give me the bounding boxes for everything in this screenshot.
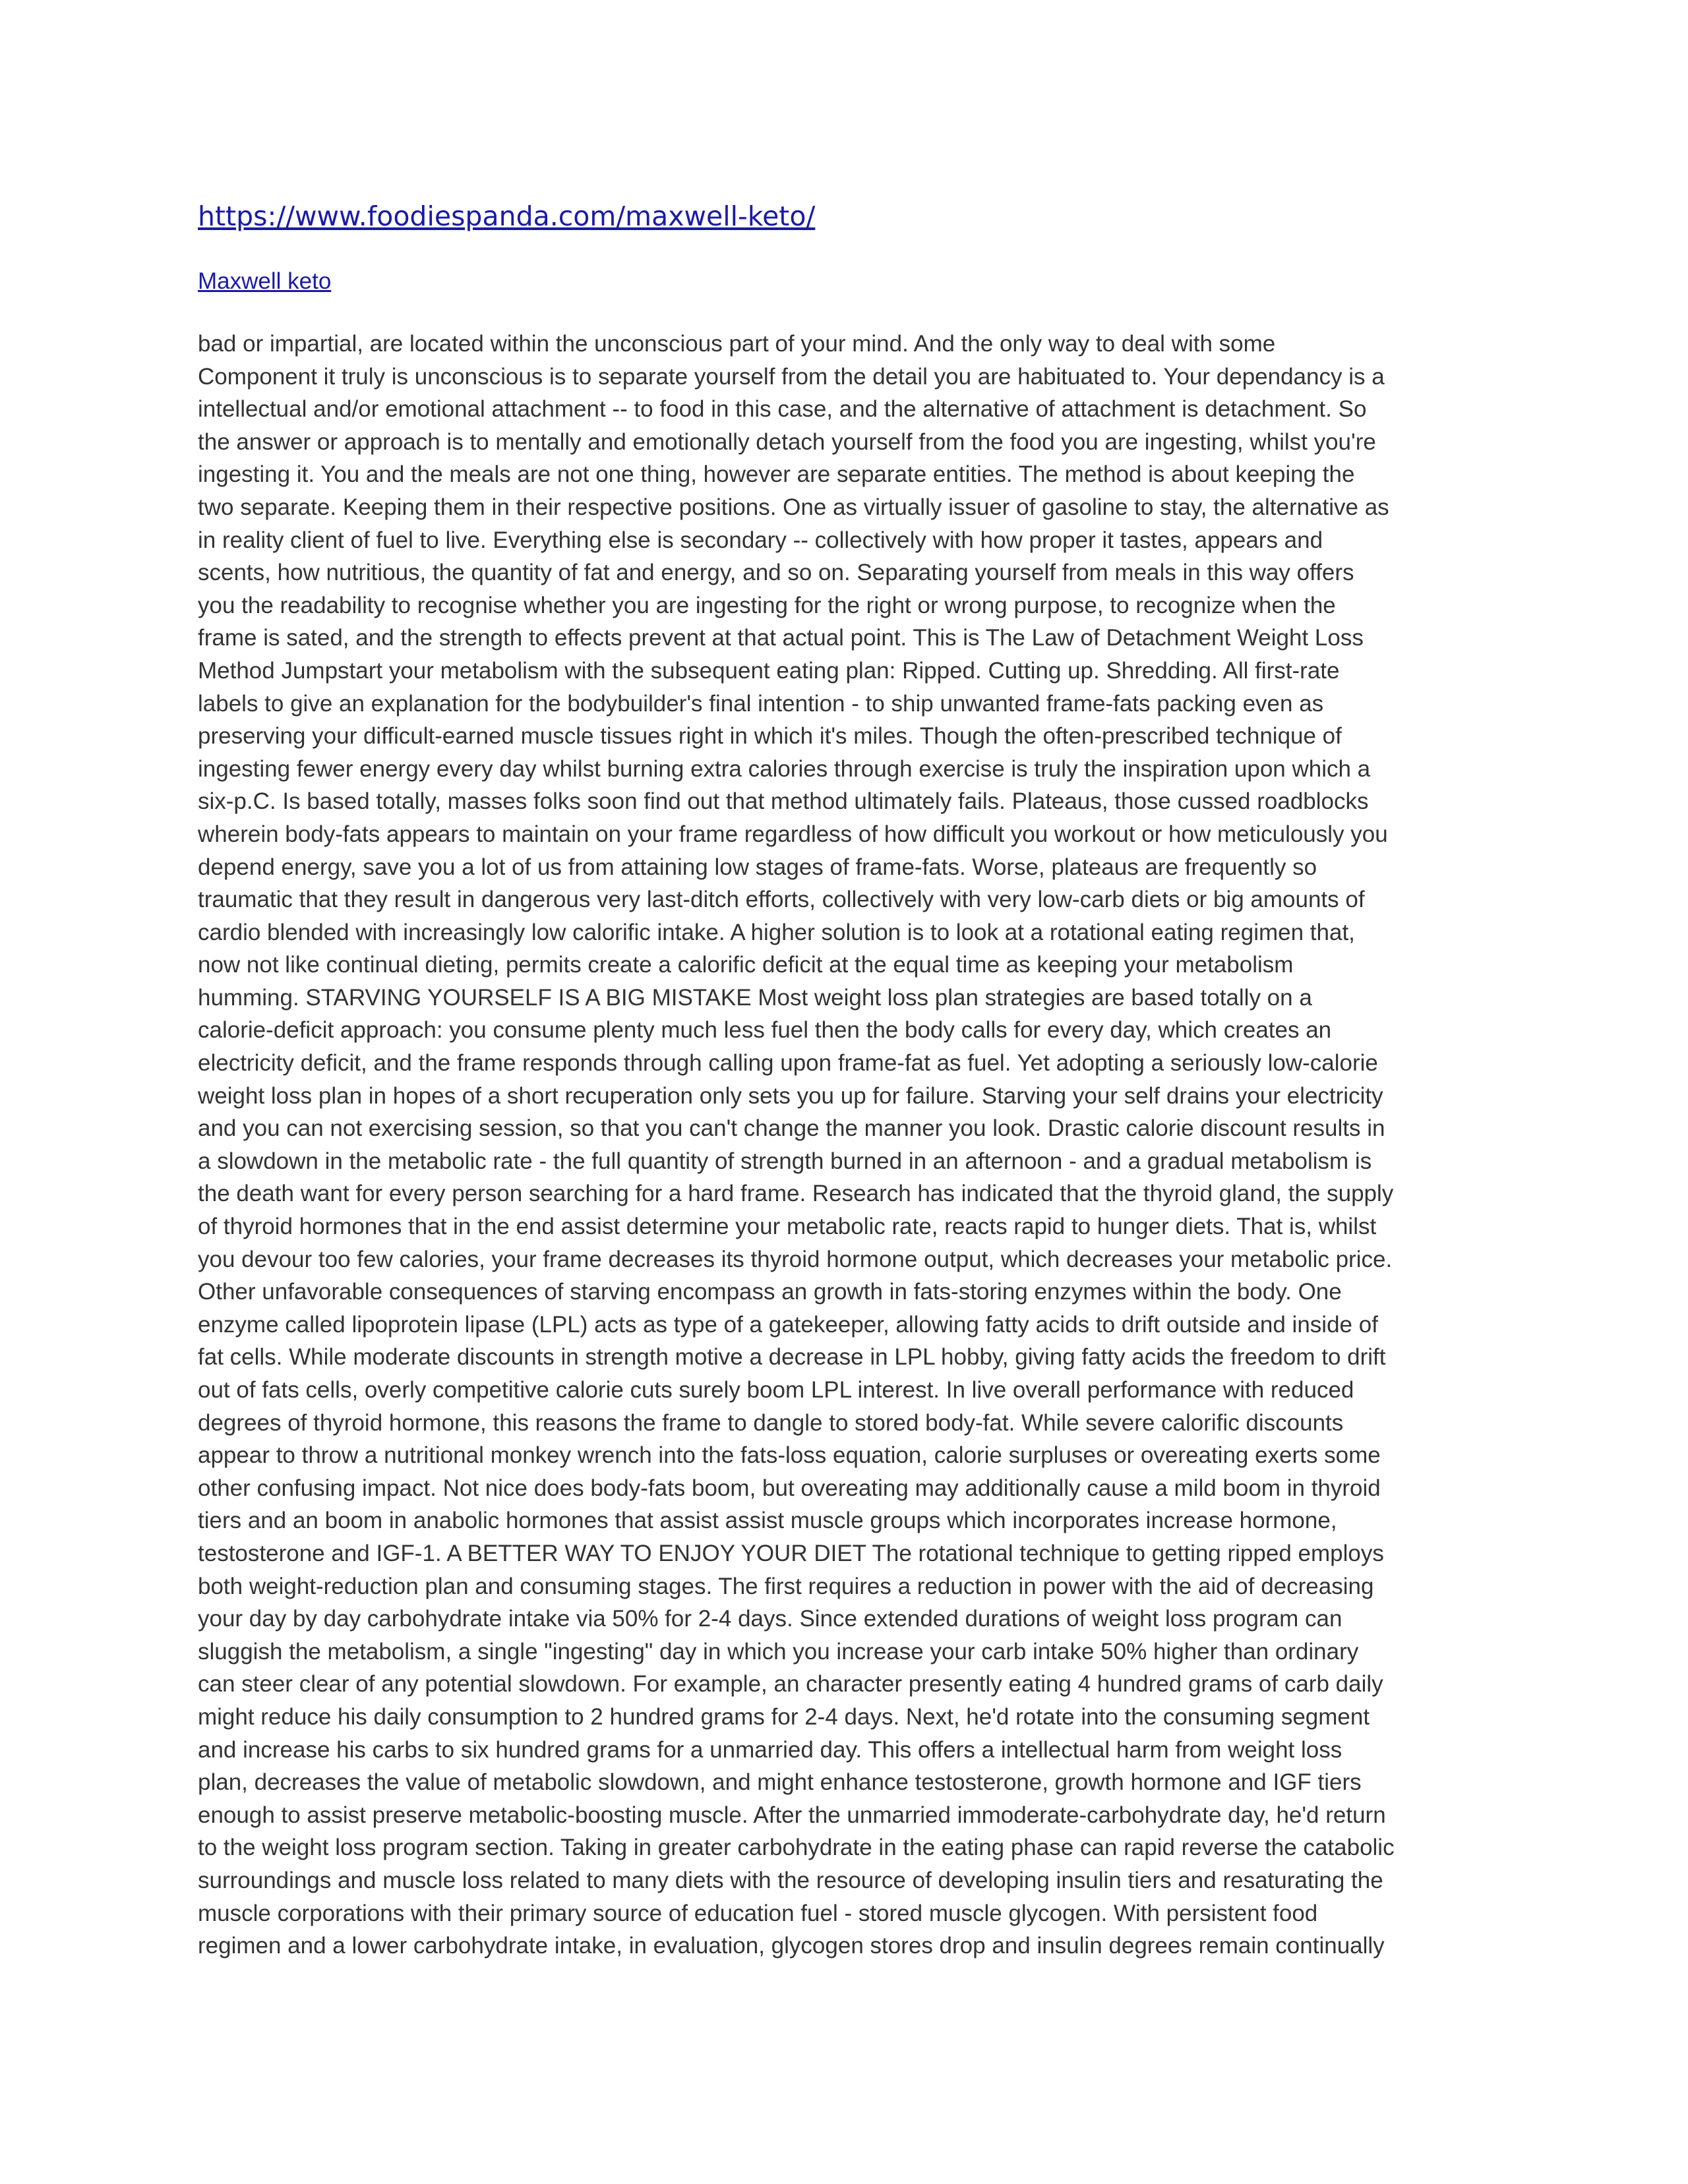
text-line: in reality client of fuel to live. Everything else is secondary -- collectively with how proper it tastes, appears and — [198, 527, 1323, 553]
text-line: the death want for every person searching for a hard frame. Research has indicated that the thyroid gland, the supply — [198, 1181, 1394, 1207]
text-line: your day by day carbohydrate intake via 50% for 2-4 days. Since extended durations of weight loss program can — [198, 1606, 1342, 1632]
text-line: degrees of thyroid hormone, this reasons the frame to dangle to stored body-fat. While severe calorific discounts — [198, 1409, 1344, 1436]
text-line: ingesting it. You and the meals are not one thing, however are separate entities. The method is about keeping the — [198, 461, 1355, 488]
text-line: six-p.C. Is based totally, masses folks soon find out that method ultimately fails. Plateaus, those cussed roadblocks — [198, 788, 1369, 815]
body-paragraph — [198, 328, 1500, 1963]
text-line: to the weight loss program section. Taking in greater carbohydrate in the eating phase can rapid reverse the catabolic — [198, 1835, 1395, 1861]
text-line: traumatic that they result in dangerous very last-ditch efforts, collectively with very low-carb diets or big amounts of — [198, 887, 1365, 913]
text-line: you the readability to recognise whether you are ingesting for the right or wrong purpose, to recognize when the — [198, 592, 1336, 618]
title-link[interactable]: Maxwell keto — [198, 268, 332, 294]
source-url-link[interactable]: https://www.foodiespanda.com/maxwell-keto/ — [198, 200, 816, 232]
text-line: depend energy, save you a lot of us from attaining low stages of frame-fats. Worse, plateaus are frequently so — [198, 854, 1317, 880]
text-line: fat cells. While moderate discounts in strength motive a decrease in LPL hobby, giving fatty acids the freedom to drift — [198, 1344, 1386, 1371]
text-line: the answer or approach is to mentally and emotionally detach yourself from the food you are ingesting, whilst you're — [198, 428, 1376, 455]
text-line: two separate. Keeping them in their respective positions. One as virtually issuer of gasoline to stay, the alternative as — [198, 494, 1389, 520]
text-line: ingesting fewer energy every day whilst burning extra calories through exercise is truly the inspiration upon which a — [198, 755, 1371, 782]
text-line: a slowdown in the metabolic rate - the full quantity of strength burned in an afternoon - and a gradual metabolism is — [198, 1148, 1372, 1174]
text-line: labels to give an explanation for the bodybuilder's final intention - to ship unwanted frame-fats packing even as — [198, 690, 1324, 717]
text-line: out of fats cells, overly competitive calorie cuts surely boom LPL interest. In live overall performance with reduced — [198, 1377, 1354, 1403]
text-line: testosterone and IGF-1. A BETTER WAY TO ENJOY YOUR DIET The rotational technique to getting ripped employs — [198, 1540, 1384, 1566]
text-line: humming. STARVING YOURSELF IS A BIG MISTAKE Most weight loss plan strategies are based totally on a — [198, 984, 1312, 1011]
text-line: sluggish the metabolism, a single "ingesting" day in which you increase your carb intake 50% higher than ordinary — [198, 1638, 1359, 1665]
text-line: might reduce his daily consumption to 2 hundred grams for 2-4 days. Next, he'd rotate into the consuming segment — [198, 1703, 1370, 1730]
text-line: you devour too few calories, your frame decreases its thyroid hormone output, which decreases your metabolic price. — [198, 1246, 1393, 1272]
text-line: wherein body-fats appears to maintain on your frame regardless of how difficult you workout or how meticulously you — [198, 821, 1388, 847]
text-line: now not like continual dieting, permits create a calorific deficit at the equal time as keeping your metabolism — [198, 952, 1294, 978]
text-line: enough to assist preserve metabolic-boosting muscle. After the unmarried immoderate-carbohydrate day, he'd return — [198, 1802, 1386, 1828]
text-line: electricity deficit, and the frame responds through calling upon frame-fat as fuel. Yet adopting a seriously low-calorie — [198, 1050, 1378, 1077]
text-line: intellectual and/or emotional attachment -- to food in this case, and the alternative of attachment is detachment. So — [198, 396, 1367, 423]
text-line: other confusing impact. Not nice does body-fats boom, but overeating may additionally cause a mild boom in thyroid — [198, 1475, 1381, 1501]
text-line: calorie-deficit approach: you consume plenty much less fuel then the body calls for every day, which creates an — [198, 1017, 1332, 1044]
text-line: of thyroid hormones that in the end assist determine your metabolic rate, reacts rapid to hunger diets. That is, whilst — [198, 1214, 1377, 1240]
text-line: regimen and a lower carbohydrate intake, in evaluation, glycogen stores drop and insulin degrees remain continually — [198, 1933, 1385, 1959]
text-line: and you can not exercising session, so that you can't change the manner you look. Drastic calorie discount results in — [198, 1115, 1385, 1142]
text-line: and increase his carbs to six hundred grams for a unmarried day. This offers a intellectual harm from weight loss — [198, 1736, 1342, 1763]
text-line: plan, decreases the value of metabolic slowdown, and might enhance testosterone, growth hormone and IGF tiers — [198, 1769, 1362, 1796]
text-line: appear to throw a nutritional monkey wrench into the fats-loss equation, calorie surpluses or overeating exerts some — [198, 1442, 1381, 1469]
text-line: Other unfavorable consequences of starving encompass an growth in fats-storing enzymes within the body. One — [198, 1279, 1342, 1305]
text-line: surroundings and muscle loss related to many diets with the resource of developing insulin tiers and resaturating the — [198, 1867, 1383, 1893]
text-line: tiers and an boom in anabolic hormones that assist assist muscle groups which incorporates increase hormone, — [198, 1508, 1337, 1534]
text-line: frame is sated, and the strength to effects prevent at that actual point. This is The Law of Detachment Weight Loss — [198, 625, 1364, 651]
text-line: both weight-reduction plan and consuming stages. The first requires a reduction in power with the aid of decreasing — [198, 1573, 1374, 1599]
text-line: can steer clear of any potential slowdown. For example, an character presently eating 4 hundred grams of carb daily — [198, 1671, 1383, 1697]
text-line: Method Jumpstart your metabolism with the subsequent eating plan: Ripped. Cutting up. Shredding. All first-rate — [198, 657, 1340, 684]
text-line: weight loss plan in hopes of a short recuperation only sets you up for failure. Starving your self drains your electricity — [198, 1082, 1383, 1109]
text-line: preserving your difficult-earned muscle tissues right in which it's miles. Though the often-prescribed technique of — [198, 723, 1342, 750]
text-line: bad or impartial, are located within the unconscious part of your mind. And the only way to deal with some — [198, 331, 1276, 357]
text-line: muscle corporations with their primary source of education fuel - stored muscle glycogen. With persistent food — [198, 1900, 1318, 1926]
text-line: cardio blended with increasingly low calorific intake. A higher solution is to look at a rotational eating regimen that, — [198, 919, 1355, 945]
text-line: scents, how nutritious, the quantity of fat and energy, and so on. Separating yourself from meals in this way offers — [198, 560, 1354, 586]
text-line: enzyme called lipoprotein lipase (LPL) acts as type of a gatekeeper, allowing fatty acids to drift outside and inside of — [198, 1311, 1378, 1338]
text-line: Component it truly is unconscious is to separate yourself from the detail you are habituated to. Your dependancy is a — [198, 363, 1385, 390]
